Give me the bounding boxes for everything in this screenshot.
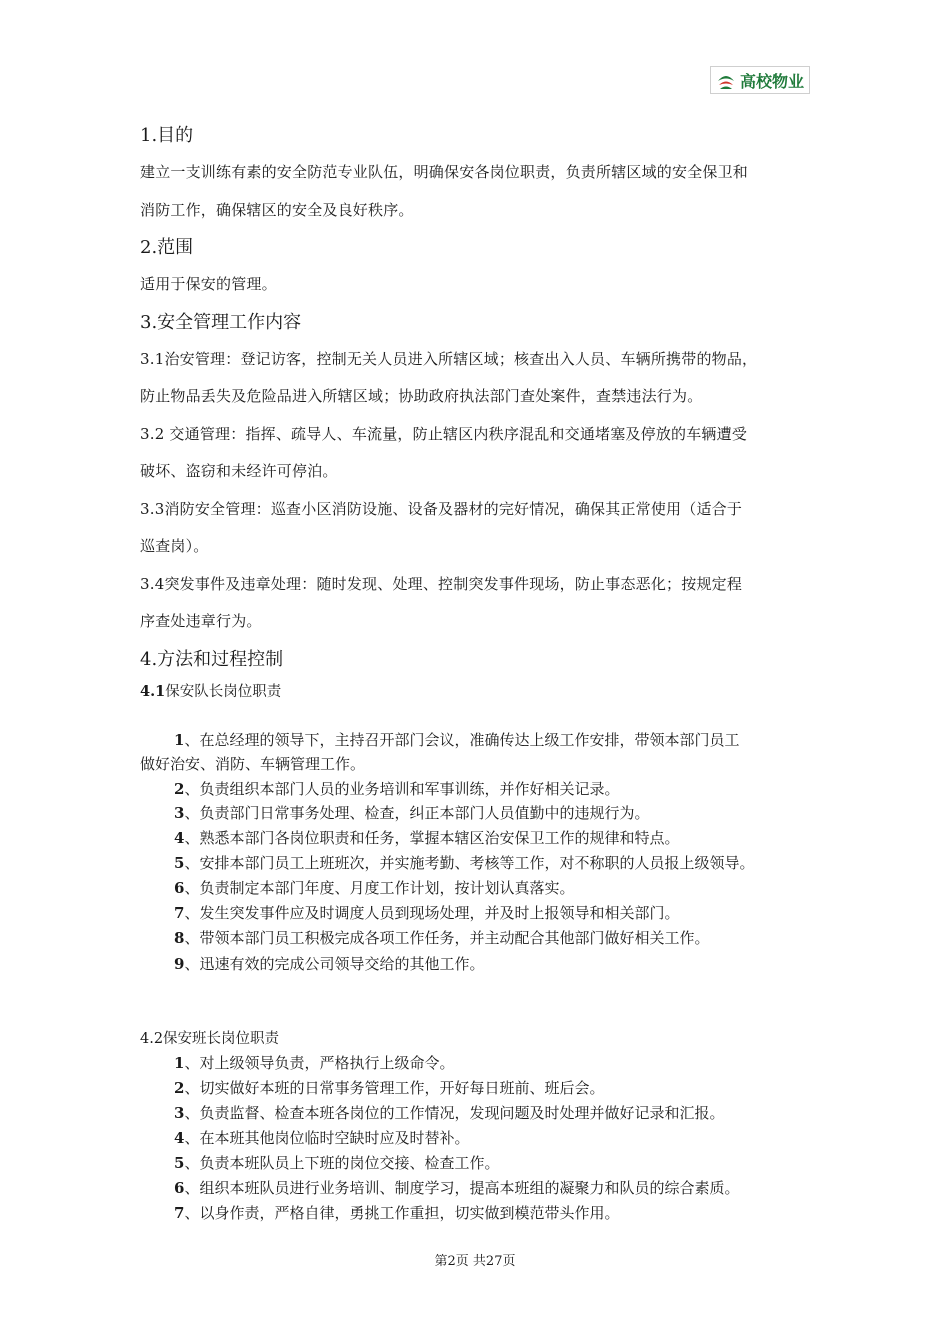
duty-number: 3 bbox=[174, 1104, 185, 1122]
duty-number: 3 bbox=[174, 804, 185, 822]
duty-number: 1 bbox=[174, 731, 185, 749]
section-3-3-line1: 3.3消防安全管理：巡查小区消防设施、设备及器材的完好情况，确保其正常使用（适合于 bbox=[140, 500, 743, 518]
duty-text: 、在总经理的领导下，主持召开部门会议，准确传达上级工作安排，带领本部门员工 bbox=[184, 731, 740, 749]
duty-number: 5 bbox=[174, 854, 185, 872]
section-3-1-line1: 3.1治安管理：登记访客，控制无关人员进入所辖区域；核查出入人员、车辆所携带的物品， bbox=[140, 350, 758, 368]
captain-duty-3 bbox=[174, 802, 649, 823]
duty-text: 、负责本班队员上下班的岗位交接、检查工作。 bbox=[184, 1154, 500, 1172]
captain-duty-7 bbox=[174, 902, 679, 923]
section-2-text: 适用于保安的管理。 bbox=[140, 275, 277, 293]
section-4-1-title: 保安队长岗位职责 bbox=[165, 684, 282, 700]
leader-duty-5 bbox=[174, 1152, 499, 1173]
duty-number: 4 bbox=[174, 1129, 185, 1147]
section-4-2-title: 4.2保安班长岗位职责 bbox=[140, 1031, 280, 1047]
leader-duty-3 bbox=[174, 1102, 724, 1123]
duty-number: 1 bbox=[174, 1054, 185, 1072]
duty-text: 、负责制定本部门年度、月度工作计划，按计划认真落实。 bbox=[184, 879, 575, 897]
page-number: 第2页 共27页 bbox=[434, 1254, 516, 1269]
section-3-4-line2: 序查处违章行为。 bbox=[140, 612, 262, 630]
captain-duty-6 bbox=[174, 877, 574, 898]
duty-number: 2 bbox=[174, 780, 185, 798]
duty-text: 、负责组织本部门人员的业务培训和军事训练，并作好相关记录。 bbox=[184, 780, 620, 798]
duty-text: 、在本班其他岗位临时空缺时应及时替补。 bbox=[184, 1129, 470, 1147]
logo-icon bbox=[715, 69, 737, 91]
captain-duty-1-line1 bbox=[174, 729, 739, 750]
section-1-title: 1.目的 bbox=[140, 125, 194, 146]
company-logo bbox=[710, 66, 810, 94]
section-4-1-number: 4.1 bbox=[140, 683, 166, 700]
duty-text: 、负责监督、检查本班各岗位的工作情况，发现问题及时处理并做好记录和汇报。 bbox=[184, 1104, 725, 1122]
captain-duty-9 bbox=[174, 953, 484, 974]
section-3-3-line2: 巡查岗）。 bbox=[140, 537, 209, 555]
section-3-4-line1: 3.4突发事件及违章处理：随时发现、处理、控制突发事件现场，防止事态恶化；按规定程 bbox=[140, 575, 743, 593]
section-3-2-line2: 破坏、盗窃和未经许可停泊。 bbox=[140, 462, 338, 480]
duty-number: 9 bbox=[174, 955, 185, 973]
captain-duty-2 bbox=[174, 778, 619, 799]
logo-text: 高校物业 bbox=[740, 71, 805, 91]
duty-text: 、切实做好本班的日常事务管理工作，开好每日班前、班后会。 bbox=[184, 1079, 605, 1097]
duty-text: 、以身作责，严格自律，勇挑工作重担，切实做到模范带头作用。 bbox=[184, 1204, 620, 1222]
duty-number: 7 bbox=[174, 904, 185, 922]
duty-text: 、负责部门日常事务处理、检查，纠正本部门人员值勤中的违规行为。 bbox=[184, 804, 650, 822]
section-2-title: 2.范围 bbox=[140, 237, 194, 258]
duty-text: 、发生突发事件应及时调度人员到现场处理，并及时上报领导和相关部门。 bbox=[184, 904, 680, 922]
section-3-2-line1: 3.2 交通管理：指挥、疏导人、车流量，防止辖区内秩序混乱和交通堵塞及停放的车辆遭受 bbox=[140, 425, 748, 443]
duty-text: 、迅速有效的完成公司领导交给的其他工作。 bbox=[184, 955, 485, 973]
duty-number: 6 bbox=[174, 879, 185, 897]
leader-duty-7 bbox=[174, 1202, 619, 1223]
duty-number: 2 bbox=[174, 1079, 185, 1097]
duty-number: 4 bbox=[174, 829, 185, 847]
section-1-text-line2: 消防工作，确保辖区的安全及良好秩序。 bbox=[140, 201, 414, 219]
duty-text: 、组织本班队员进行业务培训、制度学习，提高本班组的凝聚力和队员的综合素质。 bbox=[184, 1179, 740, 1197]
section-4-title: 4.方法和过程控制 bbox=[140, 649, 284, 670]
leader-duty-1 bbox=[174, 1052, 454, 1073]
duty-text: 、对上级领导负责，严格执行上级命令。 bbox=[184, 1054, 455, 1072]
duty-number: 6 bbox=[174, 1179, 185, 1197]
captain-duty-5 bbox=[174, 852, 754, 873]
section-1-text-line1: 建立一支训练有素的安全防范专业队伍，明确保安各岗位职责，负责所辖区域的安全保卫和 bbox=[140, 163, 749, 181]
section-3-1-line2: 防止物品丢失及危险品进入所辖区域；协助政府执法部门查处案件，查禁违法行为。 bbox=[140, 387, 703, 405]
leader-duty-2 bbox=[174, 1077, 604, 1098]
duty-number: 8 bbox=[174, 929, 185, 947]
leader-duty-6 bbox=[174, 1177, 739, 1198]
leader-duty-4 bbox=[174, 1127, 469, 1148]
captain-duty-1-line2: 做好治安、消防、车辆管理工作。 bbox=[140, 755, 366, 773]
captain-duty-8 bbox=[174, 927, 709, 948]
section-4-1-heading bbox=[140, 680, 281, 701]
duty-text: 、熟悉本部门各岗位职责和任务，掌握本辖区治安保卫工作的规律和特点。 bbox=[184, 829, 680, 847]
duty-text: 、安排本部门员工上班班次，并实施考勤、考核等工作，对不称职的人员报上级领导。 bbox=[184, 854, 755, 872]
captain-duty-4 bbox=[174, 827, 679, 848]
duty-number: 7 bbox=[174, 1204, 185, 1222]
section-3-title: 3.安全管理工作内容 bbox=[140, 312, 302, 333]
duty-number: 5 bbox=[174, 1154, 185, 1172]
duty-text: 、带领本部门员工积极完成各项工作任务，并主动配合其他部门做好相关工作。 bbox=[184, 929, 710, 947]
